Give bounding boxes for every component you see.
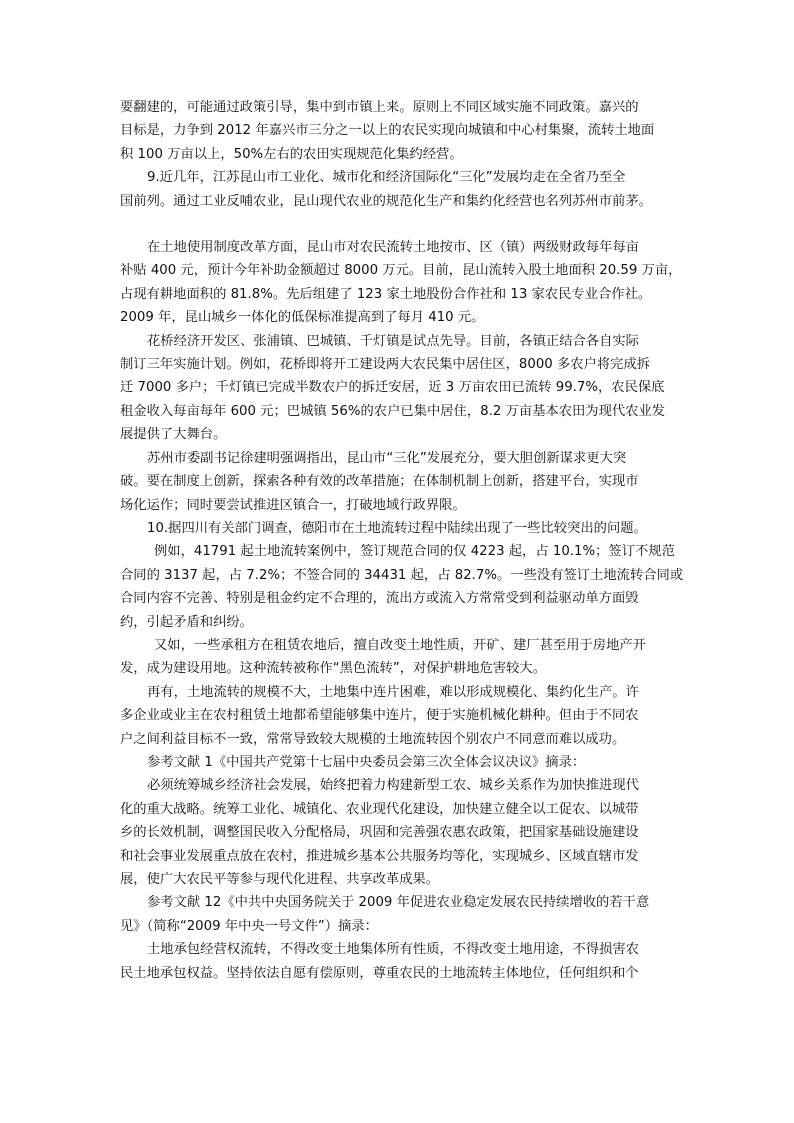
text-line: 占现有耕地面积的 81.8%。先后组建了 123 家土地股份合作社和 13 家农民专业合作社。 <box>120 286 652 302</box>
text-line: 约，引起矛盾和纠纷。 <box>120 614 253 630</box>
document-body <box>120 96 684 985</box>
text-line: 2009 年，昆山城乡一体化的低保标准提高到了每月 410 元。 <box>120 310 485 326</box>
text-line: 土地承包经营权流转，不得改变土地集体所有性质，不得改变土地用途，不得损害农 <box>147 942 639 958</box>
text-line: 户之间利益目标不一致，常常导致较大规模的土地流转因个别农户不同意而难以成功。 <box>120 731 626 747</box>
text-line: 化的重大战略。统筹工业化、城镇化、农业现代化建设，加快建立健全以工促农、以城带 <box>120 801 639 817</box>
text-line: 再有，土地流转的规模不大，土地集中连片困难，难以形成规模化、集约化生产。许 <box>147 684 639 700</box>
text-line: 又如，一些承租方在租赁农地后，擅自改变土地性质，开矿、建厂甚至用于房地产开 <box>154 637 646 653</box>
text-line: 发，成为建设用地。这种流转被称作“黑色流转”，对保护耕地危害较大。 <box>120 661 546 677</box>
text-line: 积 100 万亩以上，50%左右的农田实现规范化集约经营。 <box>120 146 463 162</box>
text-line: 花桥经济开发区、张浦镇、巴城镇、千灯镇是试点先导。目前，各镇正结合各自实际 <box>147 333 639 349</box>
text-line: 和社会事业发展重点放在农村，推进城乡基本公共服务均等化，实现城乡、区域直辖市发 <box>120 848 639 864</box>
text-line: 破。要在制度上创新，探索各种有效的改革措施；在体制机制上创新，搭建平台，实现市 <box>120 474 639 490</box>
text-line: 在土地使用制度改革方面，昆山市对农民流转土地按市、区（镇）两级财政每年每亩 <box>147 240 639 256</box>
text-line: 国前列。通过工业反哺农业，昆山现代农业的规范化生产和集约化经营也名列苏州市前茅。 <box>120 193 652 209</box>
text-line: 目标是，力争到 2012 年嘉兴市三分之一以上的农民实现向城镇和中心村集聚，流转土地面 <box>120 123 655 139</box>
text-line: 参考文献 1《中国共产党第十七届中央委员会第三次全体会议决议》摘录： <box>147 754 586 770</box>
text-line: 参考文献 12《中共中央国务院关于 2009 年促进农业稳定发展农民持续增收的若干意 <box>147 895 650 911</box>
text-line: 苏州市委副书记徐建明强调指出，昆山市“三化”发展充分，要大胆创新谋求更大突 <box>147 450 627 466</box>
text-line: 合同的 3137 起，占 7.2%；不签合同的 34431 起，占 82.7%。一些没有签订土地流转合同或 <box>120 567 684 583</box>
text-line: 租金收入每亩每年 600 元；巴城镇 56%的农户已集中居住，8.2 万亩基本农田为现代农业发 <box>120 403 666 419</box>
text-line: 9.近几年，江苏昆山市工业化、城市化和经济国际化“三化”发展均走在全省乃至全 <box>147 170 626 186</box>
text-line: 场化运作；同时要尝试推进区镇合一，打破地域行政界限。 <box>120 497 466 513</box>
text-line: 合同内容不完善、特别是租金约定不合理的，流出方或流入方常常受到利益驱动单方面毁 <box>120 591 639 607</box>
text-line: 乡的长效机制，调整国民收入分配格局，巩固和完善强农惠农政策，把国家基础设施建设 <box>120 825 639 841</box>
text-line: 例如，41791 起土地流转案例中，签订规范合同的仅 4223 起，占 10.1%；签订不规范 <box>154 544 675 560</box>
text-line: 见》（简称“2009 年中央一号文件”）摘录： <box>120 918 378 934</box>
text-line: 展提供了大舞台。 <box>120 427 227 443</box>
text-line: 民土地承包权益。坚持依法自愿有偿原则，尊重农民的土地流转主体地位，任何组织和个 <box>120 965 639 981</box>
text-line: 多企业或业主在农村租赁土地都希望能够集中连片，便于实施机械化耕种。但由于不同农 <box>120 708 639 724</box>
text-line: 展，使广大农民平等参与现代化进程、共享改革成果。 <box>120 872 440 887</box>
text-line: 制订三年实施计划。例如，花桥即将开工建设两大农民集中居住区，8000 多农户将完成拆 <box>120 357 651 373</box>
text-line: 必须统筹城乡经济社会发展，始终把着力构建新型工农、城乡关系作为加快推进现代 <box>147 778 639 794</box>
text-line: 补贴 400 元，预计今年补助金额超过 8000 万元。目前，昆山流转入股土地面积 20.59 万亩， <box>120 263 682 279</box>
text-line: 迁 7000 多户；千灯镇已完成半数农户的拆迁安居，近 3 万亩农田已流转 99.7%，农民保底 <box>120 380 665 396</box>
text-line: 10.据四川有关部门调查，德阳市在土地流转过程中陆续出现了一些比较突出的问题。 <box>147 520 647 536</box>
paragraph-gap <box>120 213 684 236</box>
text-line: 要翻建的，可能通过政策引导，集中到市镇上来。原则上不同区域实施不同政策。嘉兴的 <box>120 100 639 115</box>
